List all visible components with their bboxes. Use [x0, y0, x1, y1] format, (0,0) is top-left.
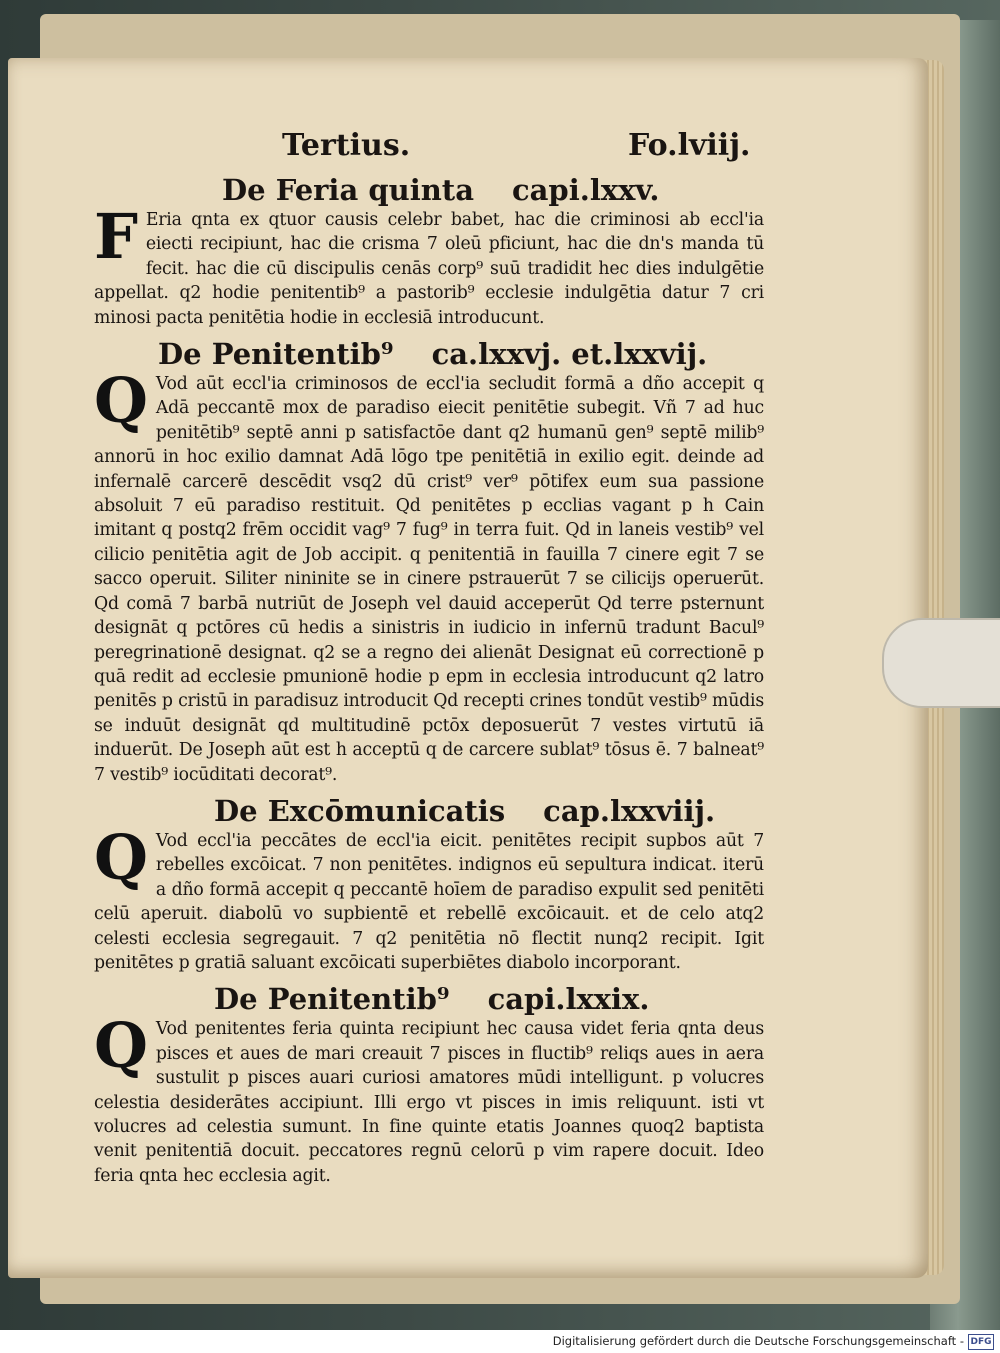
dfg-logo: DFG — [968, 1334, 994, 1350]
digitization-footer — [0, 1330, 1000, 1353]
chapter-title: De Feria quinta — [222, 173, 474, 207]
initial-letter: F — [94, 200, 138, 273]
funding-credit: Digitalisierung gefördert durch die Deutsche Forschungsgemeinschaft - — [552, 1334, 964, 1348]
running-head-left: Tertius. — [282, 128, 411, 163]
book-clasp — [882, 618, 1000, 708]
chapter-paragraph — [94, 1009, 764, 1188]
chapter-title: De Penitentib⁹ — [214, 982, 450, 1017]
initial-letter: Q — [94, 1009, 148, 1083]
page-text-block — [94, 128, 764, 1194]
chapter-paragraph — [94, 820, 764, 975]
running-head — [94, 128, 764, 172]
chapter-number: cap.lxxviij. — [543, 793, 716, 828]
chapter-section — [94, 172, 764, 330]
chapter-section — [94, 336, 764, 787]
chapter-heading — [94, 336, 764, 372]
paragraph-text: Vod penitentes feria quinta recipiunt hec causa videt feria qnta deus pisces et aues de mari creauit 7 pisces in fluctib⁹ reliqs aues in aera sustulit p pisces auari curiosi amatores mūdi intelligunt. p volucres celestia desiderātes accipiunt. Illi ergo vt pisces in imis reliquunt. isti vt volucres ad celestia sumunt. In fine quinte etatis Joannes quoq2 baptista venit penitentiā docuit. peccatores regnū celorū p vim rapere docuit. Ideo feria qnta hec ecclesia agit. — [94, 1019, 764, 1186]
chapter-heading — [94, 172, 764, 208]
chapter-number: capi.lxxv. — [511, 173, 660, 207]
chapter-number: ca.lxxvj. et.lxxvij. — [431, 337, 708, 372]
paragraph-text: Eria qnta ex qtuor causis celebr babet, hac die criminosi ab eccl'ia eiecti recipiunt, hac die crisma 7 oleū pficiunt, hac die dn's manda tū fecit. hac die cū discipulis cenās corp⁹ suū tradidit hec dies indulgētie appellat. q2 hodie penitentib⁹ a pastorib⁹ ecclesie indulgētia datur 7 cri minosi pacta penitētia hodie in ecclesiā introducunt. — [94, 210, 764, 328]
folio-number: Fo.lviij. — [628, 128, 751, 163]
chapter-paragraph — [94, 200, 764, 330]
chapter-number: capi.lxxix. — [487, 982, 650, 1017]
paragraph-text: Vod aūt eccl'ia criminosos de eccl'ia secludit formā a dño accepit q Adā peccantē mox de paradiso eiecit penitētie subegit. Vñ 7 ad huc penitētib⁹ septē anni p satisfactōe dant q2 humanū gen⁹ septē milib⁹ annorū in hoc exilio damnat Adā lōgo tpe penitētiā in exilio egit. deinde ad infernalē carcerē descēdit vsq2 dū crist⁹ ver⁹ pōtifex eum sua passione absoluit 7 eū paradiso restituit. Qd penitētes p ecclias vagant p h Cain imitant q postq2 frēm occidit vag⁹ 7 fug⁹ in terra fuit. Qd in laneis vestib⁹ vel cilicio penitētia agit de Job accipit. q penitentiā in fauilla 7 cinere egit 7 se sacco operuit. Siliter nininite se in cinere pstrauerūt 7 se cilicijs operuerūt. Qd comā 7 barbā nutriūt de Joseph vel dauid acceperūt Qd terre psternunt designāt q pctōres cū hedis a sinistris in iudicio in infernū tradunt Bacul⁹ peregrinationē designat. q2 se a regno dei alienāt Designat eū correctionē p quā redit ad ecclesie pmunionē hodie p epm in ecclesia introducunt q2 latro penitēs p cristū in paradisuz introducit Qd recepti crines tondūt vestib⁹ mūdis se induūt designāt qd multitudinē pctōx deposuerūt 7 vestes virtutū iā induerūt. De Joseph aūt est h acceptū q de carcere sublat⁹ tōsus ē. 7 balneat⁹ 7 vestib⁹ iocūditati decorat⁹. — [94, 374, 764, 785]
chapter-section — [94, 793, 764, 975]
chapter-section — [94, 981, 764, 1188]
chapter-title: De Penitentib⁹ — [158, 337, 394, 372]
chapter-heading — [94, 793, 764, 829]
initial-letter: Q — [94, 820, 148, 894]
chapter-paragraph — [94, 364, 764, 787]
initial-letter: Q — [94, 364, 148, 438]
chapter-heading — [94, 981, 764, 1017]
paragraph-text: Vod eccl'ia peccātes de eccl'ia eicit. penitētes recipit supbos aūt 7 rebelles excōicat. 7 non penitētes. indignos eū sepultura indicat. iterū a dño formā accepit q peccantē hoīem de paradiso expulit sed penitēti celū aperuit. diabolū vo supbientē et rebellē excōicauit. et de celo atq2 celesti ecclesia segregauit. 7 q2 penitētia nō flectit nunq2 recipit. Igit penitētes p gratiā saluant excōicati superbiētes diabolo incorporant. — [94, 830, 764, 973]
chapter-title: De Excōmunicatis — [214, 793, 506, 828]
